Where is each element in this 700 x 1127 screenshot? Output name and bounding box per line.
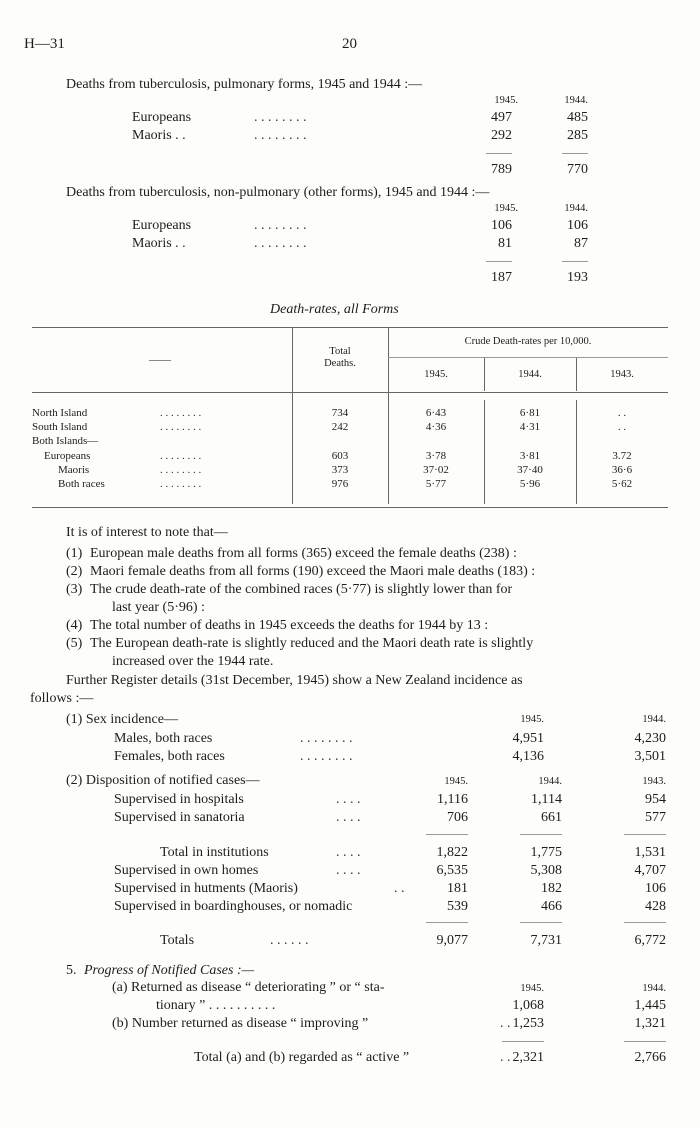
page-ref: H—31 — [24, 36, 65, 52]
nonpulmonary-value-1944: 87 — [574, 236, 588, 251]
pulmonary-value-1944: 485 — [567, 110, 588, 125]
rate-row-1945: 5·77 — [425, 478, 447, 490]
leader-dots: . . — [394, 881, 405, 896]
disposition-value-1944: 1,114 — [531, 792, 562, 807]
leader-dots: . . . . . . . . — [300, 731, 353, 746]
leader-dots: . . . . . . . . — [160, 407, 202, 419]
note-number: (5) — [66, 636, 83, 651]
progress-a-1944: 1,445 — [634, 998, 666, 1013]
table-header-rule — [32, 392, 668, 393]
progress-total-1944: 2,766 — [634, 1050, 666, 1065]
nonpulmonary-total-1944: 193 — [567, 270, 588, 285]
rate-row-1943: 3.72 — [612, 450, 632, 462]
leader-dots: . . — [500, 1016, 511, 1031]
rate-row-total: 603 — [331, 450, 349, 462]
nonpulmonary-title: Deaths from tuberculosis, non-pulmonary (other forms), 1945 and 1944 :— — [66, 185, 490, 200]
pulmonary-total-1945: 789 — [491, 162, 512, 177]
note-number: (3) — [66, 582, 83, 597]
rate-row-1945: 4·36 — [425, 421, 447, 433]
progress-b-label: (b) Number returned as disease “ improving ” — [112, 1016, 369, 1031]
table-top-rule — [32, 327, 668, 328]
disposition-col-1943: 1943. — [642, 776, 666, 787]
disposition-totals-1944: 7,731 — [530, 933, 562, 948]
sex-row-label: Males, both races — [114, 731, 213, 746]
rate-row-1945: 37·02 — [423, 464, 449, 476]
disposition-col-1944: 1944. — [538, 776, 562, 787]
nonpulmonary-total-1945: 187 — [491, 270, 512, 285]
institutions-total-1944: 1,775 — [530, 845, 562, 860]
rate-row-total: 373 — [331, 464, 349, 476]
disposition-row-label: Supervised in sanatoria — [114, 810, 245, 825]
rate-row-1944: 4·31 — [519, 421, 541, 433]
institutions-total-label: Total in institutions — [160, 845, 269, 860]
progress-a-label-continued: tionary ” . . . . . . . . . . — [156, 998, 276, 1013]
stub-header: —— — [149, 354, 171, 366]
progress-col-1945: 1945. — [520, 983, 544, 994]
sum-rule — [520, 922, 562, 923]
table-bottom-rule — [32, 507, 668, 508]
progress-col-1944: 1944. — [642, 983, 666, 994]
rate-row-label: Both Islands— — [32, 435, 99, 447]
note-number: (2) — [66, 564, 83, 579]
sum-rule — [486, 261, 512, 262]
death-rates-title: Death-rates, all Forms — [270, 302, 399, 317]
disposition-value-1943: 106 — [645, 881, 666, 896]
sex-incidence-heading: (1) Sex incidence— — [66, 712, 178, 727]
sum-rule — [562, 261, 588, 262]
sum-rule — [486, 153, 512, 154]
progress-a-label: (a) Returned as disease “ deteriorating ” or “ sta- — [112, 980, 385, 995]
leader-dots: . . . . . . — [270, 933, 309, 948]
table-column-rule — [292, 328, 293, 504]
progress-a-1945: 1,068 — [512, 998, 544, 1013]
rate-row-label: South Island — [32, 421, 88, 433]
pulmonary-value-1945: 292 — [491, 128, 512, 143]
rate-row-1944: 3·81 — [519, 450, 541, 462]
pulmonary-value-1945: 497 — [491, 110, 512, 125]
disposition-value-1943: 577 — [645, 810, 666, 825]
disposition-value-1945: 539 — [447, 899, 468, 914]
sum-rule — [520, 834, 562, 835]
total-deaths-header: Total — [329, 346, 351, 357]
disposition-row-label: Supervised in own homes — [114, 863, 259, 878]
leader-dots: . . . . — [336, 810, 361, 825]
rate-row-1945: 6·43 — [425, 407, 447, 419]
year-header-1945: 1945. — [424, 369, 448, 380]
leader-dots: . . . . . . . . — [254, 218, 307, 233]
rate-row-1944: 37·40 — [517, 464, 543, 476]
sum-rule — [426, 922, 468, 923]
sex-value-1945: 4,951 — [512, 731, 544, 746]
pulmonary-col-1944: 1944. — [564, 95, 588, 106]
sex-col-1944: 1944. — [642, 714, 666, 725]
disposition-totals-label: Totals — [160, 933, 195, 948]
sum-rule — [426, 834, 468, 835]
rate-row-1943: 36·6 — [611, 464, 633, 476]
disposition-value-1945: 706 — [447, 810, 468, 825]
pulmonary-title: Deaths from tuberculosis, pulmonary forms, 1945 and 1944 :— — [66, 77, 423, 92]
leader-dots: . . . . . . . . — [254, 128, 307, 143]
leader-dots: . . . . . . . . — [254, 236, 307, 251]
rate-row-1943: . . — [617, 421, 627, 433]
pulmonary-col-1945: 1945. — [494, 95, 518, 106]
disposition-value-1945: 1,116 — [437, 792, 468, 807]
leader-dots: . . . . . . . . — [160, 478, 202, 490]
institutions-total-1945: 1,822 — [436, 845, 468, 860]
rate-row-label: Both races — [58, 478, 105, 490]
note-text: European male deaths from all forms (365) exceed the female deaths (238) : — [90, 546, 517, 561]
progress-b-1945: 1,253 — [512, 1016, 544, 1031]
leader-dots: . . — [500, 1050, 511, 1065]
note-text: Maori female deaths from all forms (190) exceed the Maori male deaths (183) : — [90, 564, 536, 579]
rate-row-total: 976 — [331, 478, 349, 490]
disposition-value-1943: 954 — [645, 792, 666, 807]
sex-value-1944: 3,501 — [634, 749, 666, 764]
sum-rule — [624, 1041, 666, 1042]
note-text: The European death-rate is slightly reduced and the Maori death rate is slightly — [90, 636, 534, 651]
note-text: The total number of deaths in 1945 exceeds the deaths for 1944 by 13 : — [90, 618, 489, 633]
further-details: Further Register details (31st December, 1945) show a New Zealand incidence as — [66, 673, 523, 688]
disposition-col-1945: 1945. — [444, 776, 468, 787]
sum-rule — [624, 834, 666, 835]
disposition-value-1943: 428 — [645, 899, 666, 914]
sum-rule — [562, 153, 588, 154]
note-text-continued: last year (5·96) : — [112, 600, 205, 615]
disposition-row-label: Supervised in hutments (Maoris) — [114, 881, 298, 896]
disposition-totals-1945: 9,077 — [436, 933, 468, 948]
leader-dots: . . . . . . . . — [160, 450, 202, 462]
progress-b-1944: 1,321 — [634, 1016, 666, 1031]
nonpulmonary-col-1945: 1945. — [494, 203, 518, 214]
sex-value-1944: 4,230 — [634, 731, 666, 746]
nonpulmonary-value-1945: 81 — [498, 236, 512, 251]
leader-dots: . . . . . . . . — [160, 464, 202, 476]
rate-row-1945: 3·78 — [425, 450, 447, 462]
pulmonary-total-1944: 770 — [567, 162, 588, 177]
rate-row-label: Maoris — [58, 464, 90, 476]
rate-row-1943: 5·62 — [611, 478, 633, 490]
note-number: (4) — [66, 618, 83, 633]
page-number: 20 — [342, 36, 357, 52]
rate-row-total: 734 — [331, 407, 349, 419]
disposition-heading: (2) Disposition of notified cases— — [66, 773, 260, 788]
leader-dots: . . . . . . . . — [160, 421, 202, 433]
sum-rule — [502, 1041, 544, 1042]
nonpulmonary-col-1944: 1944. — [564, 203, 588, 214]
pulmonary-row-label: Maoris . . — [132, 128, 186, 143]
disposition-value-1944: 661 — [541, 810, 562, 825]
nonpulmonary-row-label: Europeans — [132, 218, 192, 233]
nonpulmonary-value-1945: 106 — [491, 218, 512, 233]
rate-row-label: North Island — [32, 407, 88, 419]
pulmonary-value-1944: 285 — [567, 128, 588, 143]
crude-rates-header: Crude Death-rates per 10,000. — [464, 336, 592, 347]
note-text-continued: increased over the 1944 rate. — [112, 654, 274, 669]
note-text: The crude death-rate of the combined races (5·77) is slightly lower than for — [90, 582, 513, 597]
rate-row-1944: 6·81 — [519, 407, 541, 419]
disposition-value-1944: 5,308 — [530, 863, 562, 878]
notes-intro: It is of interest to note that— — [66, 525, 228, 540]
rate-row-1943: . . — [617, 407, 627, 419]
institutions-total-1943: 1,531 — [634, 845, 666, 860]
progress-total-label: Total (a) and (b) regarded as “ active ” — [194, 1050, 410, 1065]
rate-row-1944: 5·96 — [519, 478, 541, 490]
progress-heading: Progress of Notified Cases :— — [84, 963, 255, 978]
disposition-value-1943: 4,707 — [634, 863, 666, 878]
sum-rule — [624, 922, 666, 923]
leader-dots: . . . . — [336, 792, 361, 807]
disposition-value-1945: 6,535 — [436, 863, 468, 878]
disposition-row-label: Supervised in boardinghouses, or nomadic — [114, 899, 353, 914]
pulmonary-row-label: Europeans — [132, 110, 192, 125]
leader-dots: . . . . . . . . — [254, 110, 307, 125]
sex-row-label: Females, both races — [114, 749, 225, 764]
disposition-value-1944: 182 — [541, 881, 562, 896]
rate-row-total: 242 — [331, 421, 349, 433]
disposition-value-1944: 466 — [541, 899, 562, 914]
table-group-rule — [388, 357, 668, 358]
leader-dots: . . . . — [336, 863, 361, 878]
leader-dots: . . . . . . . . — [300, 749, 353, 764]
rate-row-label: Europeans — [44, 450, 91, 462]
total-deaths-header: Deaths. — [324, 358, 356, 369]
nonpulmonary-row-label: Maoris . . — [132, 236, 186, 251]
note-number: (1) — [66, 546, 83, 561]
sex-value-1945: 4,136 — [512, 749, 544, 764]
leader-dots: . . . . — [336, 845, 361, 860]
disposition-totals-1943: 6,772 — [634, 933, 666, 948]
sex-col-1945: 1945. — [520, 714, 544, 725]
year-header-1943: 1943. — [610, 369, 634, 380]
disposition-row-label: Supervised in hospitals — [114, 792, 244, 807]
disposition-value-1945: 181 — [447, 881, 468, 896]
further-details-continued: follows :— — [30, 691, 94, 706]
year-header-1944: 1944. — [518, 369, 542, 380]
progress-heading-number: 5. — [66, 963, 77, 978]
progress-total-1945: 2,321 — [512, 1050, 544, 1065]
nonpulmonary-value-1944: 106 — [567, 218, 588, 233]
